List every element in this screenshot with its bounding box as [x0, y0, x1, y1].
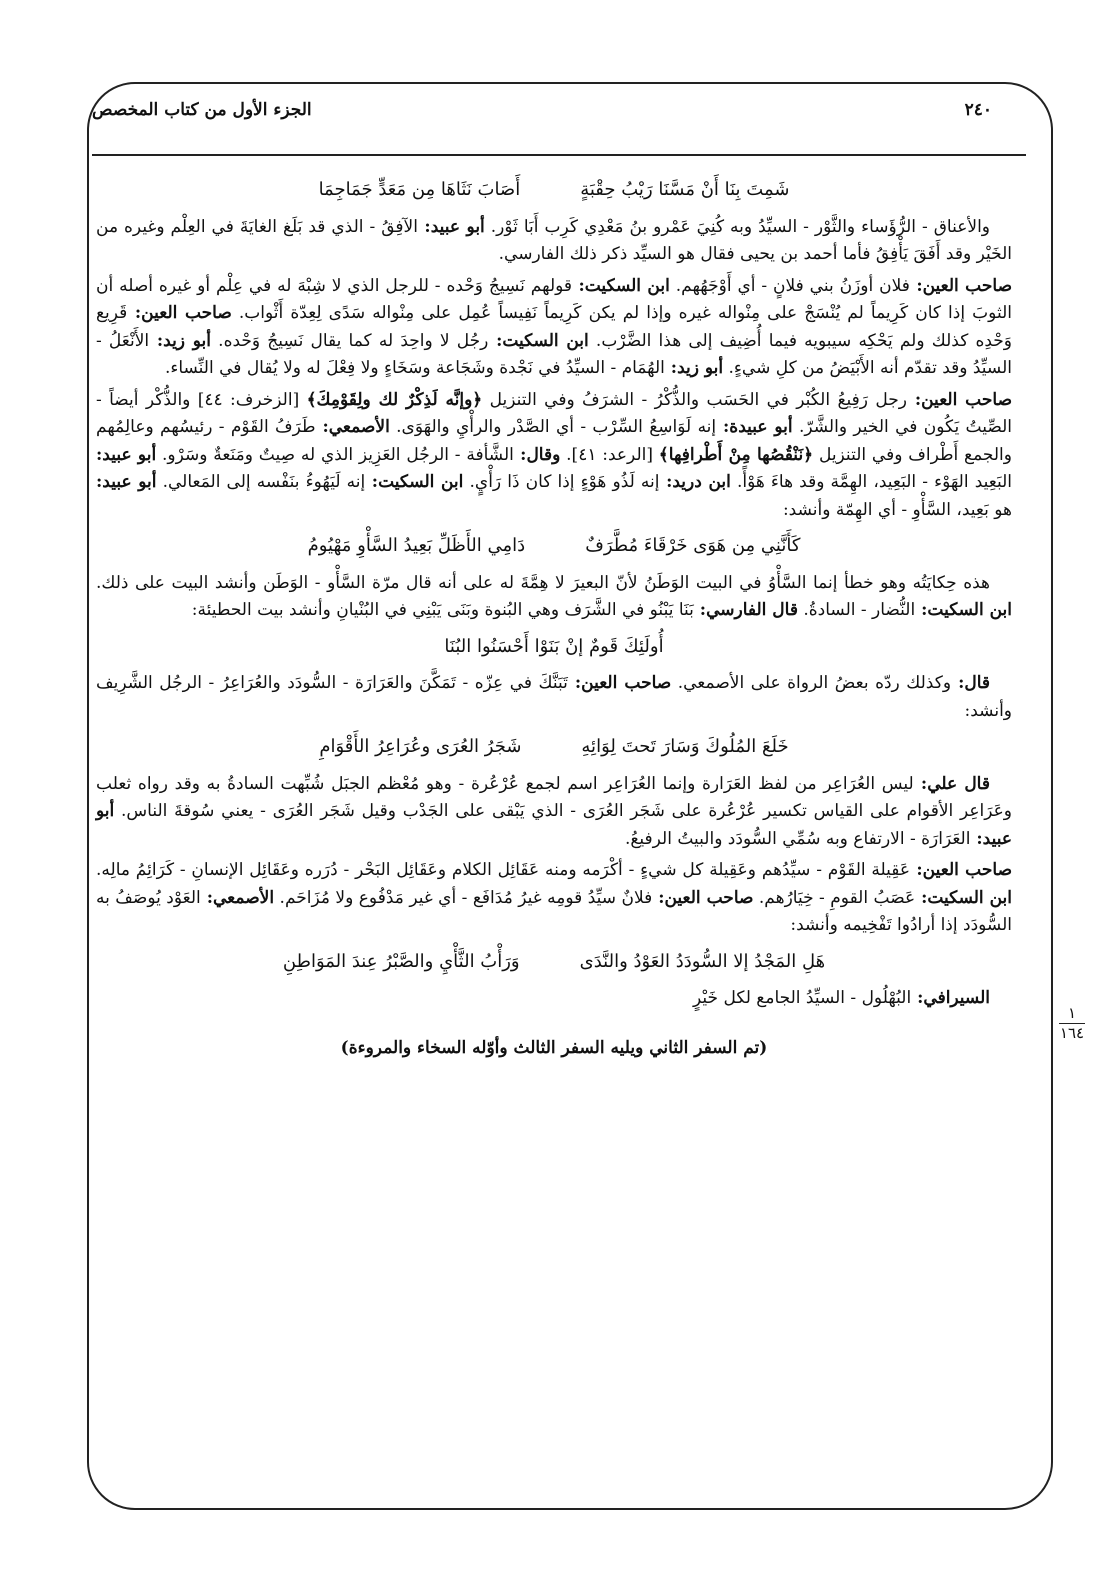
author-label: صاحب العين: [906, 389, 1013, 410]
verse-hemistich-first: هَلِ المَجْدُ إلا السُّودَدُ العَوْدُ والنَّدَى [579, 950, 826, 972]
running-title: الجزء الأول من كتاب المخصص [92, 100, 312, 120]
text-run: طَرَفُ القَوْم - رئيسُهم وعالِمُهم والجمع أَطْراف وفي التنزيل [96, 417, 1012, 465]
text-run: [الزخرف: ٤٤] والذُّكْر أيضاً - الصِّيتُ يَكُون في الخير والشَّرّ. [96, 389, 1012, 437]
quran-quote: ﴿نَنْقُصُها مِنْ أَطْرافِها﴾ [658, 444, 814, 465]
text-run: عَقِيلة القَوْم - سيِّدُهم وعَقِيلة كل شيءٍ - أكْرَمه ومنه عَقَائِل الكلام وعَقَائِل البَحْر - دُرَره وعَقَائِل الإنسانِ - كَرَائِمُ مالِه. [96, 860, 911, 880]
text-run: فلان أوزَنُ بني فلانٍ - أي أَوْجَهُهم. [669, 275, 910, 296]
author-label: أبو زيد: [664, 358, 724, 378]
text-run: رجُل لا واحِدَ له كما يقال نَسِيجُ وَحْده. [210, 330, 489, 351]
text-run: النُّضار - السادةُ. [797, 600, 916, 620]
verse-hemistich-second: أَصَابَ نَثَاهَا مِن مَعَدٍّ جَمَاجِمَا [318, 179, 521, 200]
author-label: صاحب العين: [652, 887, 754, 908]
verse-3 [96, 633, 1012, 661]
verse-hemistich-first: خَلَعَ المُلُوكَ وَسَارَ تَحتَ لِوَائِهِ [581, 736, 789, 757]
paragraph-8 [96, 985, 1012, 1013]
text-run: تَبَنَّكَ في عِزّه - تَمَكَّنَ والعَرَارَة - السُّودَد والعُرَاعِرُ - الرجُل الشَّرِيف وأنشد: [96, 673, 1012, 721]
verse-hemistich-single: أُولَئِكَ قَومٌ إنْ بَنَوْا أَحْسَنُوا البُنَا [444, 635, 664, 657]
author-label: أبو عبيد: [96, 801, 1012, 849]
margin-reference [1055, 1005, 1089, 1042]
text-run: إنه لَذُو هَوْءٍ إذا كان ذَا رَأْيٍ. [463, 472, 660, 492]
author-label: قال علي: [913, 773, 990, 794]
author-label: الأصمعي: [200, 887, 275, 908]
text-run: والأعناق - الرُّؤَساء والثَّوْر - السيِّدُ وبه كُنِيَ عَمْرو بنُ مَعْدِي كَرِب أَبَا ثَوْر. [484, 216, 991, 237]
text-run: الأَنْعَلُ - السيِّدُ وقد تقدّم أنه الأَبْيَضُ من كلِ شيءٍ. [96, 330, 1012, 378]
text-run: إنه لَيَهُوءُ بنَفْسه إلى المَعالي. [156, 472, 366, 492]
text-run: العَرَارَة - الارتفاع وبه سُمِّي السُّودَد والبيتُ الرفيعُ. [624, 828, 971, 849]
verse-hemistich-first: كَأَنَّنِي مِن هَوَى خَرْقَاءَ مُطَّرَفٌ [585, 535, 801, 556]
author-label: أبو زيد: [149, 330, 211, 351]
text-run: عَصَبُ القومِ - خِيَارُهم. [753, 887, 916, 908]
text-run: وكذلك ردّه بعضُ الرواة على الأصمعي. [671, 673, 952, 693]
author-label: صاحب العين: [127, 303, 232, 323]
paragraph-3 [96, 387, 1012, 525]
author-label: أبو عبيدة: [716, 417, 793, 437]
text-run: إنه لَوَاسِعُ السِّرْب - أي الصَّدْر والرأْيِ والهَوَى. [389, 417, 717, 437]
author-label: وقال: [513, 444, 561, 465]
author-label: صاحب العين: [910, 860, 1013, 880]
author-label: ابن دريد: [659, 472, 731, 492]
text-run: [الرعد: ٤١]. [560, 444, 659, 465]
author-label: أبو عبيد: [417, 216, 485, 237]
paragraph-4 [96, 570, 1012, 625]
author-label: ابن السكيت: [915, 600, 1012, 620]
author-label: ابن السكيت: [915, 887, 1013, 908]
quran-quote: ﴿وإنَّه لَذِكْرٌ لك ولِقَوْمِكَ﴾ [306, 389, 483, 410]
margin-reference-numerator: ١ [1067, 1004, 1077, 1022]
author-label: أبو عبيد: [96, 444, 157, 465]
text-run: البُهْلُول - السيِّدُ الجامع لكل خَيْرٍ [693, 988, 912, 1008]
author-label: صاحب العين: [567, 673, 672, 693]
text-run: العَوْد يُوصَفُ به السُّودَد إذا أرادُوا تَفْخِيمه وأنشد: [96, 887, 1012, 935]
paragraph-7 [96, 857, 1012, 940]
text-run: قَرِيع وَحْدِه كذلك ولم يَحْكِه سيبويه فيما أُضِيف إلى هذا الضَّرْب. [96, 303, 1013, 351]
text-run: فلانٌ سيِّدُ قومِه غيرُ مُدَافَع - أي غير مَدْفُوع ولا مُزَاحَم. [274, 887, 653, 908]
author-label: ابن السكيت: [488, 330, 589, 351]
author-label: ابن السكيت: [572, 275, 670, 296]
verse-hemistich-first: شَمِتَ بِنَا أَنْ مَسَّنَا رَيْبُ حِقْبَةٍ [580, 179, 790, 200]
verse-2 [96, 532, 1012, 560]
author-label: قال: [951, 673, 991, 693]
text-run: قولهم نَسِيجُ وَحْده - للرجل الذي لا شِبْهَ له في عِلْم أو غيره أصله أن الثوبَ إذا كان كَرِيماً لم يُنْسَجْ على مِنْواله غيره وإذا لم يكن كَرِيماً نَفِيساً عُمِل على مِنْواله سَدًى لِعِدّة أَثْواب. [96, 275, 1012, 323]
verse-5 [96, 948, 1012, 976]
text-run: الهُمَام - السيِّدُ في نَجْدة وشَجَاعة وسَخَاءٍ ولا فِعْلَ له ولا يُقال في النِّساء. [164, 358, 665, 378]
margin-reference-denominator: ١٦٤ [1059, 1024, 1085, 1042]
text-run: هو بَعِيد، السَّأْوِ - أي الهِمّة وأنشد: [782, 499, 1012, 520]
verse-hemistich-second: وَرَأْبُ الثَّأْيِ والصَّبْرُ عِندَ المَوَاطِنِ [282, 950, 520, 972]
author-label: ابن السكيت: [365, 472, 464, 492]
verse-4 [96, 733, 1012, 761]
author-label: السيرافي: [911, 988, 990, 1008]
verse-hemistich-second: دَامِي الأَظَلِّ بَعِيدُ السَّأْوِ مَهْيُومُ [307, 535, 526, 556]
paragraph-1 [96, 214, 1012, 269]
text-run: الشَّأفة - الرجُل العَزِيز الذي له صِيتٌ ومَنَعةٌ وسَرْو. [156, 444, 514, 465]
verse-1 [96, 176, 1012, 204]
author-label: الأصمعي: [315, 417, 390, 437]
paragraph-2 [96, 273, 1012, 383]
author-label: قال الفارسي: [693, 600, 798, 620]
text-run: ليس العُرَاعِر من لفظ العَرَارة وإنما العُرَاعِر اسم لجمع عُرْعُرة - وهو مُعْظم الجبَل شُبِّهت السادةُ به وقد رواه ثعلب وعَرَاعِر الأقوام على القياس تكسير عُرْعُرة على شَجَر العُرَى - الذي يَبْقى على الجَدْب وقيل شَجَر العُرَى - يعني سُوقةَ الناس. [96, 773, 1012, 821]
text-run: بَنَا يَبْنُو في الشَّرَف وهي البُنوة وبَنَى يَبْنِي في البُنْيانِ وأنشد بيت الحطيئة: [191, 600, 694, 620]
page-number: ٢٤٠ [964, 100, 992, 120]
page-header [92, 100, 992, 130]
text-run: هذه حِكايَتُه وهو خطأ إنما السَّأْوُ في البيت الوَطَنُ لأنّ البعيرَ لا هِمَّةَ له على أنه قال مرّة السَّأْو - الوَطَن وأنشد البيت على ذلك. [96, 572, 990, 593]
author-label: أبو عبيد: [96, 472, 157, 492]
verse-hemistich-second: شَجَرُ العُرَى وعُرَاعِرُ الأَقْوَامِ [319, 736, 522, 757]
paragraph-6 [96, 771, 1012, 854]
closing-note: (تم السفر الثاني ويليه السفر الثالث وأوّله السخاء والمروءة) [340, 1037, 768, 1058]
main-text [96, 168, 1012, 1062]
text-run: الآفِقُ - الذي قد بَلَغ الغايَةَ في العِلْم وغيره من الخَيْر وقد أَفَقَ يَأْفِقُ فأما أحمد بن يحيى فقال هو السيِّد ذكر ذلك الفارسي. [96, 216, 1012, 264]
text-run: رجل رَفِيعُ الكُبْر في الحَسَب والذُّكْرُ - الشرَفُ وفي التنزيل [482, 389, 907, 410]
paragraph-5 [96, 670, 1012, 725]
text-run: البَعِيد الهَوْء - البَعِيد، الهِمَّة وقد هاءَ هَوْأً. [730, 472, 1012, 492]
author-label: صاحب العين: [909, 275, 1013, 296]
header-rule [92, 154, 1026, 156]
